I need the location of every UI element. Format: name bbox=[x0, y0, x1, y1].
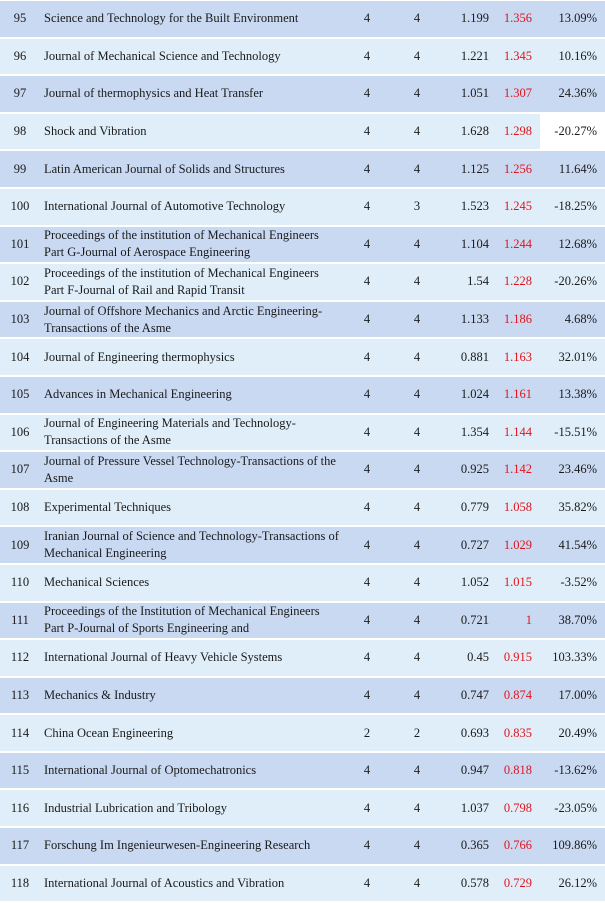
category-a-cell: 4 bbox=[342, 76, 392, 112]
change-percent-cell: 32.01% bbox=[540, 339, 605, 375]
category-b-cell: 4 bbox=[392, 640, 442, 676]
table-row bbox=[0, 753, 605, 789]
current-value-cell: 0.835 bbox=[495, 715, 540, 751]
journal-name-cell: Proceedings of the Institution of Mechanical Engineers Part P-Journal of Sports Engineering and bbox=[40, 603, 342, 639]
journal-name-cell: Journal of Pressure Vessel Technology-Transactions of the Asme bbox=[40, 452, 342, 488]
journal-name-cell: Journal of Engineering Materials and Technology-Transactions of the Asme bbox=[40, 415, 342, 451]
current-value-cell: 1.144 bbox=[495, 415, 540, 451]
journal-name-cell: Advances in Mechanical Engineering bbox=[40, 377, 342, 413]
change-percent-cell: 109.86% bbox=[540, 828, 605, 864]
change-percent-cell: -20.26% bbox=[540, 264, 605, 300]
table-row bbox=[0, 264, 605, 300]
table-row bbox=[0, 189, 605, 225]
current-value-cell: 1.228 bbox=[495, 264, 540, 300]
journal-name-cell: International Journal of Heavy Vehicle Systems bbox=[40, 640, 342, 676]
category-a-cell: 4 bbox=[342, 189, 392, 225]
category-b-cell: 2 bbox=[392, 715, 442, 751]
current-value-cell: 0.766 bbox=[495, 828, 540, 864]
table-row bbox=[0, 715, 605, 751]
previous-value-cell: 1.221 bbox=[442, 39, 495, 75]
change-percent-cell: 23.46% bbox=[540, 452, 605, 488]
category-a-cell: 4 bbox=[342, 678, 392, 714]
table-row bbox=[0, 227, 605, 263]
category-a-cell: 4 bbox=[342, 339, 392, 375]
category-b-cell: 4 bbox=[392, 415, 442, 451]
table-row bbox=[0, 76, 605, 112]
journal-name-cell: China Ocean Engineering bbox=[40, 715, 342, 751]
category-b-cell: 4 bbox=[392, 603, 442, 639]
change-percent-cell: 17.00% bbox=[540, 678, 605, 714]
table-row bbox=[0, 151, 605, 187]
change-percent-cell: -13.62% bbox=[540, 753, 605, 789]
category-a-cell: 4 bbox=[342, 565, 392, 601]
journal-name-cell: Journal of Mechanical Science and Technology bbox=[40, 39, 342, 75]
previous-value-cell: 0.747 bbox=[442, 678, 495, 714]
journal-name-cell: Science and Technology for the Built Environment bbox=[40, 1, 342, 37]
table-row bbox=[0, 302, 605, 338]
category-b-cell: 4 bbox=[392, 227, 442, 263]
journal-name-cell: Experimental Techniques bbox=[40, 490, 342, 526]
category-b-cell: 4 bbox=[392, 527, 442, 563]
category-a-cell: 4 bbox=[342, 377, 392, 413]
journal-name-cell: International Journal of Optomechatronics bbox=[40, 753, 342, 789]
previous-value-cell: 0.45 bbox=[442, 640, 495, 676]
journal-name-cell: Mechanics & Industry bbox=[40, 678, 342, 714]
journal-name-cell: Industrial Lubrication and Tribology bbox=[40, 790, 342, 826]
category-a-cell: 4 bbox=[342, 114, 392, 150]
rank-cell: 108 bbox=[0, 490, 40, 526]
table-row bbox=[0, 490, 605, 526]
current-value-cell: 0.818 bbox=[495, 753, 540, 789]
category-a-cell: 4 bbox=[342, 866, 392, 902]
rank-cell: 103 bbox=[0, 302, 40, 338]
table-row bbox=[0, 640, 605, 676]
change-percent-cell: 13.09% bbox=[540, 1, 605, 37]
rank-cell: 113 bbox=[0, 678, 40, 714]
category-a-cell: 4 bbox=[342, 603, 392, 639]
change-percent-cell: 35.82% bbox=[540, 490, 605, 526]
category-a-cell: 4 bbox=[342, 490, 392, 526]
current-value-cell: 0.729 bbox=[495, 866, 540, 902]
category-b-cell: 4 bbox=[392, 490, 442, 526]
previous-value-cell: 0.925 bbox=[442, 452, 495, 488]
previous-value-cell: 0.881 bbox=[442, 339, 495, 375]
rank-cell: 100 bbox=[0, 189, 40, 225]
journal-name-cell: Journal of Engineering thermophysics bbox=[40, 339, 342, 375]
rank-cell: 116 bbox=[0, 790, 40, 826]
previous-value-cell: 1.051 bbox=[442, 76, 495, 112]
previous-value-cell: 0.947 bbox=[442, 753, 495, 789]
previous-value-cell: 1.104 bbox=[442, 227, 495, 263]
rank-cell: 118 bbox=[0, 866, 40, 902]
table-row bbox=[0, 603, 605, 639]
category-b-cell: 4 bbox=[392, 76, 442, 112]
category-b-cell: 4 bbox=[392, 678, 442, 714]
rank-cell: 96 bbox=[0, 39, 40, 75]
rank-cell: 105 bbox=[0, 377, 40, 413]
category-b-cell: 4 bbox=[392, 151, 442, 187]
table-row bbox=[0, 114, 605, 150]
category-b-cell: 4 bbox=[392, 790, 442, 826]
rank-cell: 107 bbox=[0, 452, 40, 488]
table-row bbox=[0, 377, 605, 413]
current-value-cell: 1.015 bbox=[495, 565, 540, 601]
change-percent-cell: 20.49% bbox=[540, 715, 605, 751]
change-percent-cell: 38.70% bbox=[540, 603, 605, 639]
journal-name-cell: Iranian Journal of Science and Technology-Transactions of Mechanical Engineering bbox=[40, 527, 342, 563]
current-value-cell: 1 bbox=[495, 603, 540, 639]
change-percent-cell: 13.38% bbox=[540, 377, 605, 413]
current-value-cell: 1.245 bbox=[495, 189, 540, 225]
previous-value-cell: 0.365 bbox=[442, 828, 495, 864]
current-value-cell: 1.256 bbox=[495, 151, 540, 187]
category-b-cell: 3 bbox=[392, 189, 442, 225]
journal-name-cell: Journal of thermophysics and Heat Transfer bbox=[40, 76, 342, 112]
journal-name-cell: Proceedings of the institution of Mechanical Engineers Part F-Journal of Rail and Rapid Transit bbox=[40, 264, 342, 300]
previous-value-cell: 1.199 bbox=[442, 1, 495, 37]
change-percent-cell: 24.36% bbox=[540, 76, 605, 112]
rank-cell: 101 bbox=[0, 227, 40, 263]
previous-value-cell: 1.523 bbox=[442, 189, 495, 225]
rank-cell: 111 bbox=[0, 603, 40, 639]
table-row bbox=[0, 678, 605, 714]
previous-value-cell: 1.54 bbox=[442, 264, 495, 300]
journal-name-cell: Latin American Journal of Solids and Structures bbox=[40, 151, 342, 187]
previous-value-cell: 0.727 bbox=[442, 527, 495, 563]
current-value-cell: 0.915 bbox=[495, 640, 540, 676]
rank-cell: 106 bbox=[0, 415, 40, 451]
current-value-cell: 1.307 bbox=[495, 76, 540, 112]
category-a-cell: 4 bbox=[342, 1, 392, 37]
rank-cell: 109 bbox=[0, 527, 40, 563]
category-b-cell: 4 bbox=[392, 866, 442, 902]
journal-name-cell: International Journal of Automotive Technology bbox=[40, 189, 342, 225]
rank-cell: 117 bbox=[0, 828, 40, 864]
change-percent-cell: -3.52% bbox=[540, 565, 605, 601]
category-a-cell: 4 bbox=[342, 790, 392, 826]
rank-cell: 114 bbox=[0, 715, 40, 751]
rank-cell: 98 bbox=[0, 114, 40, 150]
change-percent-cell: 26.12% bbox=[540, 866, 605, 902]
change-percent-cell: -15.51% bbox=[540, 415, 605, 451]
table-row bbox=[0, 39, 605, 75]
category-b-cell: 4 bbox=[392, 377, 442, 413]
table-row bbox=[0, 828, 605, 864]
journal-name-cell: Forschung Im Ingenieurwesen-Engineering Research bbox=[40, 828, 342, 864]
change-percent-cell: 11.64% bbox=[540, 151, 605, 187]
category-a-cell: 4 bbox=[342, 527, 392, 563]
current-value-cell: 1.298 bbox=[495, 114, 540, 150]
change-percent-cell: -18.25% bbox=[540, 189, 605, 225]
rank-cell: 110 bbox=[0, 565, 40, 601]
previous-value-cell: 1.052 bbox=[442, 565, 495, 601]
journal-name-cell: Mechanical Sciences bbox=[40, 565, 342, 601]
table-row bbox=[0, 527, 605, 563]
category-a-cell: 4 bbox=[342, 227, 392, 263]
table-row bbox=[0, 790, 605, 826]
category-b-cell: 4 bbox=[392, 114, 442, 150]
rank-cell: 112 bbox=[0, 640, 40, 676]
category-b-cell: 4 bbox=[392, 753, 442, 789]
change-percent-cell: 41.54% bbox=[540, 527, 605, 563]
category-a-cell: 4 bbox=[342, 753, 392, 789]
change-percent-cell: -23.05% bbox=[540, 790, 605, 826]
rank-cell: 115 bbox=[0, 753, 40, 789]
current-value-cell: 1.186 bbox=[495, 302, 540, 338]
category-b-cell: 4 bbox=[392, 264, 442, 300]
category-a-cell: 4 bbox=[342, 640, 392, 676]
category-a-cell: 4 bbox=[342, 264, 392, 300]
previous-value-cell: 1.024 bbox=[442, 377, 495, 413]
previous-value-cell: 1.354 bbox=[442, 415, 495, 451]
rank-cell: 104 bbox=[0, 339, 40, 375]
category-b-cell: 4 bbox=[392, 828, 442, 864]
category-b-cell: 4 bbox=[392, 565, 442, 601]
table-row bbox=[0, 339, 605, 375]
change-percent-cell: 103.33% bbox=[540, 640, 605, 676]
previous-value-cell: 0.779 bbox=[442, 490, 495, 526]
category-a-cell: 4 bbox=[342, 415, 392, 451]
previous-value-cell: 0.578 bbox=[442, 866, 495, 902]
category-a-cell: 4 bbox=[342, 828, 392, 864]
previous-value-cell: 1.628 bbox=[442, 114, 495, 150]
journal-name-cell: Shock and Vibration bbox=[40, 114, 342, 150]
table-body bbox=[0, 1, 605, 901]
previous-value-cell: 0.693 bbox=[442, 715, 495, 751]
previous-value-cell: 1.133 bbox=[442, 302, 495, 338]
category-b-cell: 4 bbox=[392, 302, 442, 338]
rank-cell: 102 bbox=[0, 264, 40, 300]
table-row bbox=[0, 565, 605, 601]
category-b-cell: 4 bbox=[392, 39, 442, 75]
change-percent-cell: 12.68% bbox=[540, 227, 605, 263]
current-value-cell: 1.345 bbox=[495, 39, 540, 75]
previous-value-cell: 0.721 bbox=[442, 603, 495, 639]
current-value-cell: 1.058 bbox=[495, 490, 540, 526]
category-b-cell: 4 bbox=[392, 339, 442, 375]
current-value-cell: 1.161 bbox=[495, 377, 540, 413]
rank-cell: 95 bbox=[0, 1, 40, 37]
category-a-cell: 4 bbox=[342, 302, 392, 338]
current-value-cell: 0.798 bbox=[495, 790, 540, 826]
rank-cell: 97 bbox=[0, 76, 40, 112]
category-b-cell: 4 bbox=[392, 1, 442, 37]
previous-value-cell: 1.125 bbox=[442, 151, 495, 187]
change-percent-cell: 4.68% bbox=[540, 302, 605, 338]
rank-cell: 99 bbox=[0, 151, 40, 187]
table-row bbox=[0, 866, 605, 902]
journal-name-cell: Proceedings of the institution of Mechanical Engineers Part G-Journal of Aerospace Engineering bbox=[40, 227, 342, 263]
table-row bbox=[0, 452, 605, 488]
current-value-cell: 1.244 bbox=[495, 227, 540, 263]
current-value-cell: 1.163 bbox=[495, 339, 540, 375]
previous-value-cell: 1.037 bbox=[442, 790, 495, 826]
category-a-cell: 2 bbox=[342, 715, 392, 751]
table-row bbox=[0, 1, 605, 37]
category-b-cell: 4 bbox=[392, 452, 442, 488]
category-a-cell: 4 bbox=[342, 151, 392, 187]
current-value-cell: 0.874 bbox=[495, 678, 540, 714]
current-value-cell: 1.356 bbox=[495, 1, 540, 37]
change-percent-cell: -20.27% bbox=[540, 114, 605, 150]
journal-name-cell: International Journal of Acoustics and Vibration bbox=[40, 866, 342, 902]
journal-name-cell: Journal of Offshore Mechanics and Arctic Engineering-Transactions of the Asme bbox=[40, 302, 342, 338]
current-value-cell: 1.142 bbox=[495, 452, 540, 488]
change-percent-cell: 10.16% bbox=[540, 39, 605, 75]
category-a-cell: 4 bbox=[342, 452, 392, 488]
category-a-cell: 4 bbox=[342, 39, 392, 75]
current-value-cell: 1.029 bbox=[495, 527, 540, 563]
table-row bbox=[0, 415, 605, 451]
